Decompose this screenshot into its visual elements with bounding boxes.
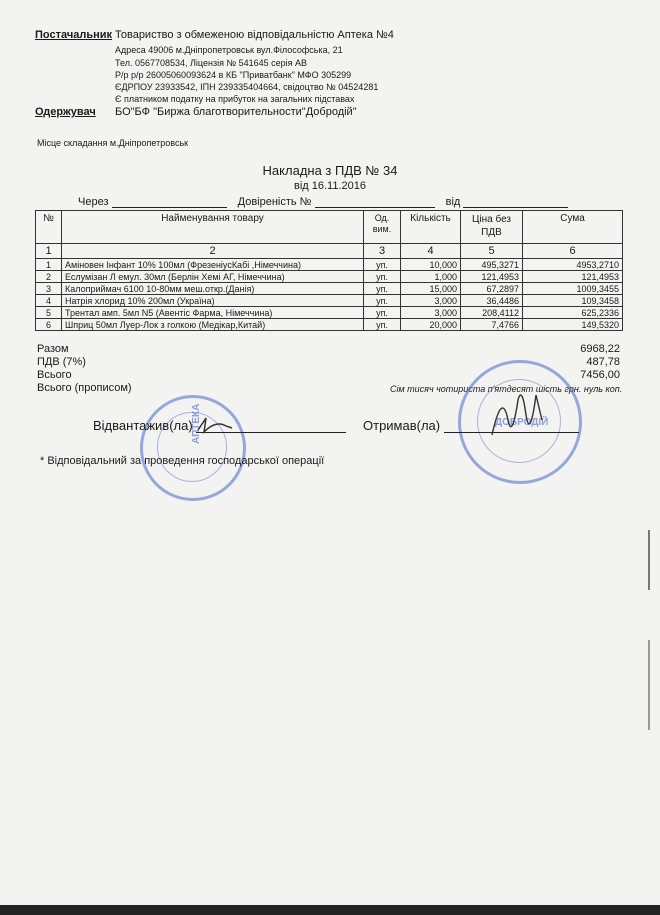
row-price: 208,4112 — [461, 307, 523, 319]
table-row — [36, 271, 623, 283]
table-row — [36, 295, 623, 307]
col-header-sum: Сума — [523, 211, 623, 244]
invoice-date: від 16.11.2016 — [294, 180, 366, 192]
invoice-title: Накладна з ПДВ № 34 — [262, 163, 398, 178]
subtotal-value: 6968,22 — [580, 343, 620, 355]
received-label: Отримав(ла) — [363, 418, 441, 433]
row-price: 121,4953 — [461, 271, 523, 283]
row-unit: уп. — [364, 259, 401, 271]
row-number: 5 — [36, 307, 62, 319]
row-price: 495,3271 — [461, 259, 523, 271]
row-unit: уп. — [364, 283, 401, 295]
received-signature-scribble — [482, 380, 552, 450]
table-row — [36, 307, 623, 319]
shipped-signature-scribble — [196, 412, 236, 438]
row-product-name: Натрія хлорид 10% 200мл (Україна) — [62, 295, 364, 307]
left-stamp-text: АПТЕКА — [191, 403, 202, 444]
table-header-row — [36, 211, 623, 244]
scan-edge-mark — [648, 530, 650, 590]
row-product-name: Еслумізан Л емул. 30мл (Берлін Хемі АГ, Німеччина) — [62, 271, 364, 283]
recipient-name: БО"БФ "Биржа благотворительности"Добродій" — [115, 106, 357, 118]
row-quantity: 1,000 — [401, 271, 461, 283]
col-number: 5 — [461, 244, 523, 259]
power-line — [315, 196, 435, 208]
table-row — [36, 259, 623, 271]
row-quantity: 20,000 — [401, 319, 461, 331]
col-header-qty: Кількість — [401, 211, 461, 244]
col-number: 1 — [36, 244, 62, 259]
col-number: 2 — [62, 244, 364, 259]
row-product-name: Аміновен Інфант 10% 100мл (ФрезеніусКабі ,Німеччина) — [62, 259, 364, 271]
vat-label: ПДВ (7%) — [37, 356, 86, 368]
recipient-label: Одержувач — [35, 106, 96, 118]
col-header-number: № — [36, 211, 62, 244]
row-quantity: 10,000 — [401, 259, 461, 271]
column-numbers-row — [36, 244, 623, 259]
row-quantity: 15,000 — [401, 283, 461, 295]
row-number: 4 — [36, 295, 62, 307]
row-sum: 1009,3455 — [523, 283, 623, 295]
row-unit: уп. — [364, 271, 401, 283]
via-label: Через — [78, 196, 109, 208]
footnote: * Відповідальний за проведення господарської операції — [40, 455, 325, 467]
col-header-name: Найменування товару — [62, 211, 364, 244]
col-header-price — [461, 211, 523, 244]
row-sum: 625,2336 — [523, 307, 623, 319]
col-number: 4 — [401, 244, 461, 259]
row-sum: 109,3458 — [523, 295, 623, 307]
items-table — [35, 210, 623, 331]
row-sum: 4953,2710 — [523, 259, 623, 271]
total-words-value: Сім тисяч чотириста п'ятдесят шість грн. нуль коп. — [390, 384, 623, 394]
row-price: 67,2897 — [461, 283, 523, 295]
row-unit: уп. — [364, 319, 401, 331]
total-label: Всього — [37, 369, 72, 381]
subtotal-label: Разом — [37, 343, 69, 355]
vat-value: 487,78 — [586, 356, 620, 368]
supplier-tax: Є платником податку на прибуток на загальних підставах — [115, 94, 355, 104]
supplier-ids: ЄДРПОУ 23933542, ІПН 239335404664, свідоцтво № 04524281 — [115, 82, 379, 92]
col-number: 6 — [523, 244, 623, 259]
col-number: 3 — [364, 244, 401, 259]
proxy-row — [78, 196, 568, 208]
scan-bottom-edge — [0, 905, 660, 915]
power-label: Довіреність № — [237, 196, 312, 208]
total-value: 7456,00 — [580, 369, 620, 381]
row-quantity: 3,000 — [401, 307, 461, 319]
col-header-unit-text: Од. вим. — [372, 213, 392, 234]
place-of-issue: Місце складання м.Дніпропетровськ — [37, 138, 189, 148]
col-header-price-text: Ціна без ПДВ — [471, 214, 512, 238]
shipped-label: Відвантажив(ла) — [93, 418, 193, 433]
row-quantity: 3,000 — [401, 295, 461, 307]
via-line — [112, 196, 227, 208]
left-stamp — [140, 395, 246, 501]
from-line — [463, 196, 568, 208]
col-header-unit — [364, 211, 401, 244]
total-words-label: Всього (прописом) — [37, 382, 132, 394]
row-product-name: Шприц 50мл Луер-Лок з голкою (Медікар,Китай) — [62, 319, 364, 331]
right-stamp-text: ДОБРОДІЙ — [495, 417, 549, 428]
row-sum: 121,4953 — [523, 271, 623, 283]
row-number: 2 — [36, 271, 62, 283]
scan-edge-mark — [648, 640, 650, 730]
row-product-name: Трентал амп. 5мл N5 (Авентіс Фарма, Німеччина) — [62, 307, 364, 319]
supplier-address: Адреса 49006 м.Дніпропетровськ вул.Філософська, 21 — [115, 45, 343, 55]
supplier-bank: Р/р р/р 26005060093624 в КБ "Приватбанк" МФО 305299 — [115, 70, 352, 80]
row-price: 36,4486 — [461, 295, 523, 307]
row-unit: уп. — [364, 307, 401, 319]
row-unit: уп. — [364, 295, 401, 307]
row-number: 1 — [36, 259, 62, 271]
table-row — [36, 319, 623, 331]
row-number: 3 — [36, 283, 62, 295]
row-number: 6 — [36, 319, 62, 331]
row-sum: 149,5320 — [523, 319, 623, 331]
supplier-label: Постачальник — [35, 29, 112, 41]
supplier-name: Товариство з обмеженою відповідальністю Аптека №4 — [115, 29, 394, 41]
supplier-phone: Тел. 0567708534, Ліцензія № 541645 серія АВ — [115, 58, 308, 68]
table-row — [36, 283, 623, 295]
row-price: 7,4766 — [461, 319, 523, 331]
row-product-name: Калоприймач 6100 10-80мм меш.откр.(Данія) — [62, 283, 364, 295]
from-label: від — [445, 196, 461, 208]
